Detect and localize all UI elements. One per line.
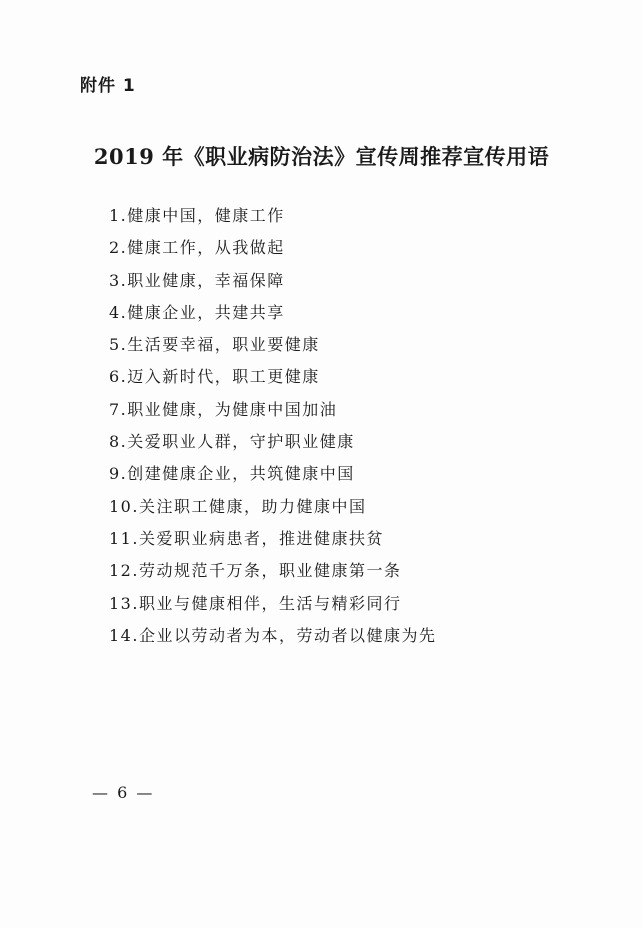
page-number: — 6 — <box>92 783 155 802</box>
slogan-item: 13.职业与健康相伴，生活与精彩同行 <box>109 593 402 613</box>
slogan-list <box>109 204 436 656</box>
slogan-item: 8.关爱职业人群，守护职业健康 <box>109 432 355 452</box>
slogan-item: 10.关注职工健康，助力健康中国 <box>109 496 367 516</box>
slogan-item: 5.生活要幸福，职业要健康 <box>109 335 320 355</box>
slogan-item: 11.关爱职业病患者，推进健康扶贫 <box>109 528 384 548</box>
slogan-item: 9.创建健康企业，共筑健康中国 <box>109 464 355 484</box>
slogan-item: 4.健康企业，共建共享 <box>109 302 285 322</box>
slogan-item: 2.健康工作，从我做起 <box>109 238 285 258</box>
slogan-item: 1.健康中国，健康工作 <box>109 206 285 225</box>
slogan-item: 12.劳动规范千万条，职业健康第一条 <box>109 561 402 581</box>
slogan-item: 3.职业健康，幸福保障 <box>109 270 285 290</box>
document-title: 2019 年《职业病防治法》宣传周推荐宣传用语 <box>93 144 550 169</box>
slogan-item: 7.职业健康，为健康中国加油 <box>109 399 338 419</box>
slogan-item: 6.迈入新时代，职工更健康 <box>109 367 320 387</box>
slogan-item: 14.企业以劳动者为本，劳动者以健康为先 <box>109 625 437 645</box>
attachment-label: 附件 1 <box>80 76 136 96</box>
